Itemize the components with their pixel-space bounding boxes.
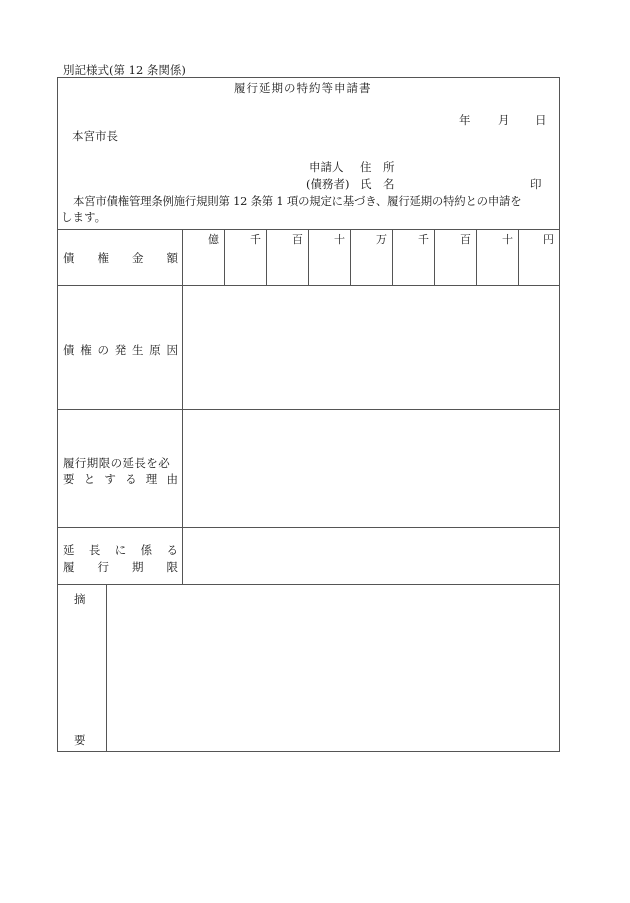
label-char: る — [125, 472, 137, 486]
label-char: 由 — [166, 472, 178, 486]
digit-divider — [434, 229, 435, 285]
cause-input-area[interactable] — [183, 286, 559, 409]
digit-sen: 千 — [250, 233, 261, 246]
reason-row-label-line1: 履行期限の延長を必 — [63, 456, 171, 470]
label-char: 生 — [132, 343, 144, 357]
date-year-label: 年 — [459, 113, 471, 127]
remarks-input-area[interactable] — [107, 585, 559, 751]
addressee: 本宮市長 — [72, 129, 118, 143]
label-char: 権 — [97, 251, 109, 265]
digit-ju: 十 — [334, 233, 345, 246]
form-caption: 別記様式(第 12 条関係) — [63, 63, 186, 77]
digit-divider — [476, 229, 477, 285]
digit-divider — [224, 229, 225, 285]
label-char: 金 — [132, 251, 144, 265]
label-char: る — [166, 543, 178, 557]
name-label: 氏 名 — [360, 177, 395, 191]
form-title: 履行延期の特約等申請書 — [234, 81, 372, 95]
label-char: 行 — [97, 560, 109, 574]
period-row-label-line2 — [63, 559, 178, 575]
application-form — [57, 77, 560, 752]
period-row-label-line1 — [63, 542, 178, 558]
period-input-area[interactable] — [183, 528, 559, 584]
label-char: 債 — [63, 251, 75, 265]
request-statement-line2: します。 — [61, 210, 107, 224]
label-char: 権 — [80, 343, 92, 357]
remarks-label-top: 摘 — [74, 592, 86, 606]
cause-row-label — [63, 342, 178, 358]
digit-divider — [518, 229, 519, 285]
digit-sen-2: 千 — [418, 233, 429, 246]
label-char: 延 — [63, 543, 75, 557]
digit-divider — [266, 229, 267, 285]
date-month-label: 月 — [498, 113, 510, 127]
label-char: 履 — [63, 560, 75, 574]
digit-ju-2: 十 — [502, 233, 513, 246]
label-char: 発 — [114, 343, 127, 357]
label-char: 長 — [88, 543, 101, 557]
date-day-label: 日 — [535, 113, 547, 127]
digit-divider — [308, 229, 309, 285]
label-char: 限 — [166, 560, 178, 574]
label-char: 債 — [63, 343, 75, 357]
digit-hyaku-2: 百 — [460, 233, 471, 246]
reason-row-label-line2 — [63, 471, 178, 487]
label-char: 要 — [63, 472, 75, 486]
digit-divider — [392, 229, 393, 285]
digit-man: 万 — [376, 233, 387, 246]
address-label: 住 所 — [360, 160, 395, 174]
digit-oku: 億 — [208, 233, 219, 246]
request-statement-line1: 本宮市債権管理条例施行規則第 12 条第 1 項の規定に基づき、履行延期の特約との申請を — [73, 194, 522, 208]
seal-mark: 印 — [530, 177, 542, 191]
digit-en: 円 — [543, 233, 554, 246]
label-char: 理 — [145, 472, 158, 486]
digit-divider — [350, 229, 351, 285]
label-char: 期 — [132, 560, 144, 574]
label-char: に — [114, 543, 127, 557]
label-char: と — [83, 472, 96, 486]
label-char: 因 — [166, 343, 178, 357]
label-char: 原 — [149, 343, 161, 357]
reason-input-area[interactable] — [183, 410, 559, 527]
amount-row-label — [63, 250, 178, 266]
digit-hyaku: 百 — [292, 233, 303, 246]
remarks-label-bottom: 要 — [74, 733, 86, 747]
label-char: 係 — [140, 543, 153, 557]
label-char: す — [104, 472, 116, 486]
obligor-label: (債務者) — [306, 177, 350, 191]
label-char: 額 — [166, 251, 178, 265]
applicant-label: 申請人 — [309, 160, 344, 174]
label-char: の — [97, 343, 109, 357]
